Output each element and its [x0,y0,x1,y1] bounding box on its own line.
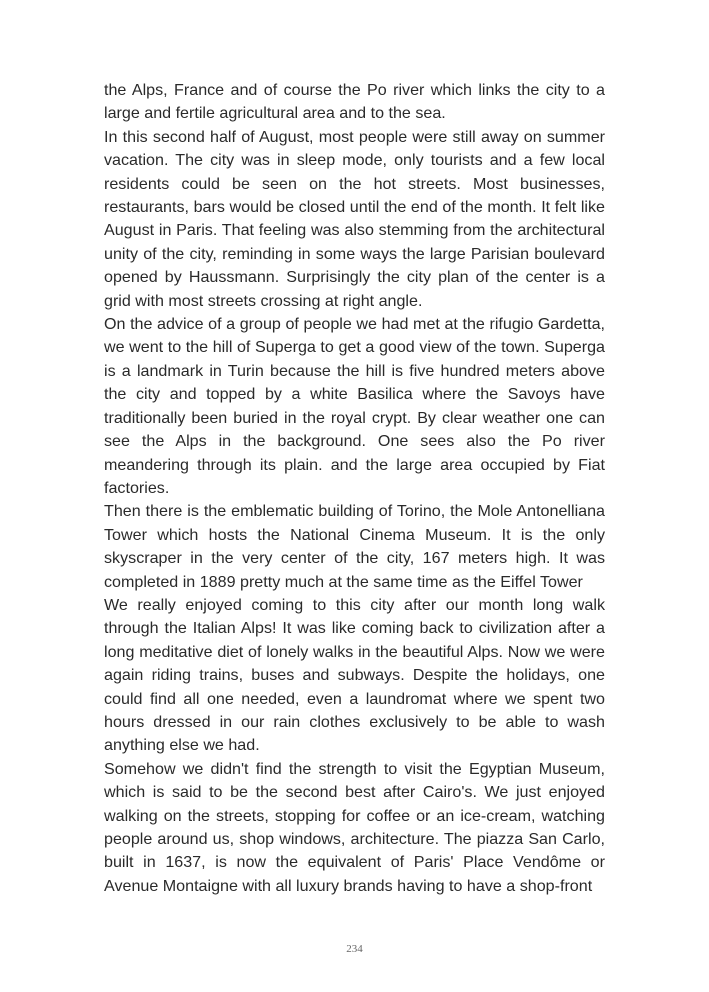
body-text [104,79,605,898]
paragraph-5: We really enjoyed coming to this city after our month long walk through the Italian Alps! It was like coming back to civilization after a long meditative diet of lonely walks in the beautiful Alps. Now we were again riding trains, buses and subways. Despite the holidays, one could find all one needed, even a laundromat where we spent two hours dressed in our rain clothes exclusively to be able to wash anything else we had. [104,595,605,755]
paragraph-4: Then there is the emblematic building of Torino, the Mole Antonelliana Tower which hosts the National Cinema Museum. It is the only skyscraper in the very center of the city, 167 meters high. It was completed in 1889 pretty much at the same time as the Eiffel Tower [104,502,605,591]
paragraph-1: the Alps, France and of course the Po river which links the city to a large and fertile agricultural area and to the sea. [104,81,605,123]
page-number: 234 [346,943,363,955]
paragraph-3: On the advice of a group of people we had met at the rifugio Gardetta, we went to the hill of Superga to get a good view of the town. Superga is a landmark in Turin because the hill is five hundred meters above the city and topped by a white Basilica where the Savoys have traditionally been buried in the royal crypt. By clear weather one can see the Alps in the background. One sees also the Po river meandering through its plain. and the large area occupied by Fiat factories. [104,315,605,497]
paragraph-2: In this second half of August, most people were still away on summer vacation. The city was in sleep mode, only tourists and a few local residents could be seen on the hot streets. Most businesses, restaurants, bars would be closed until the end of the month. It felt like August in Paris. That feeling was also stemming from the architectural unity of the city, reminding in some ways the large Parisian boulevard opened by Haussmann. Surprisingly the city plan of the center is a grid with most streets crossing at right angle. [104,127,605,310]
paragraph-6: Somehow we didn't find the strength to visit the Egyptian Museum, which is said to be the second best after Cairo's. We just enjoyed walking on the streets, stopping for coffee or an ice-cream, watching people around us, shop windows, architecture. The piazza San Carlo, built in 1637, is now the equivalent of Paris' Place Vendôme or Avenue Montaigne with all luxury brands having to have a shop-front [104,759,605,895]
